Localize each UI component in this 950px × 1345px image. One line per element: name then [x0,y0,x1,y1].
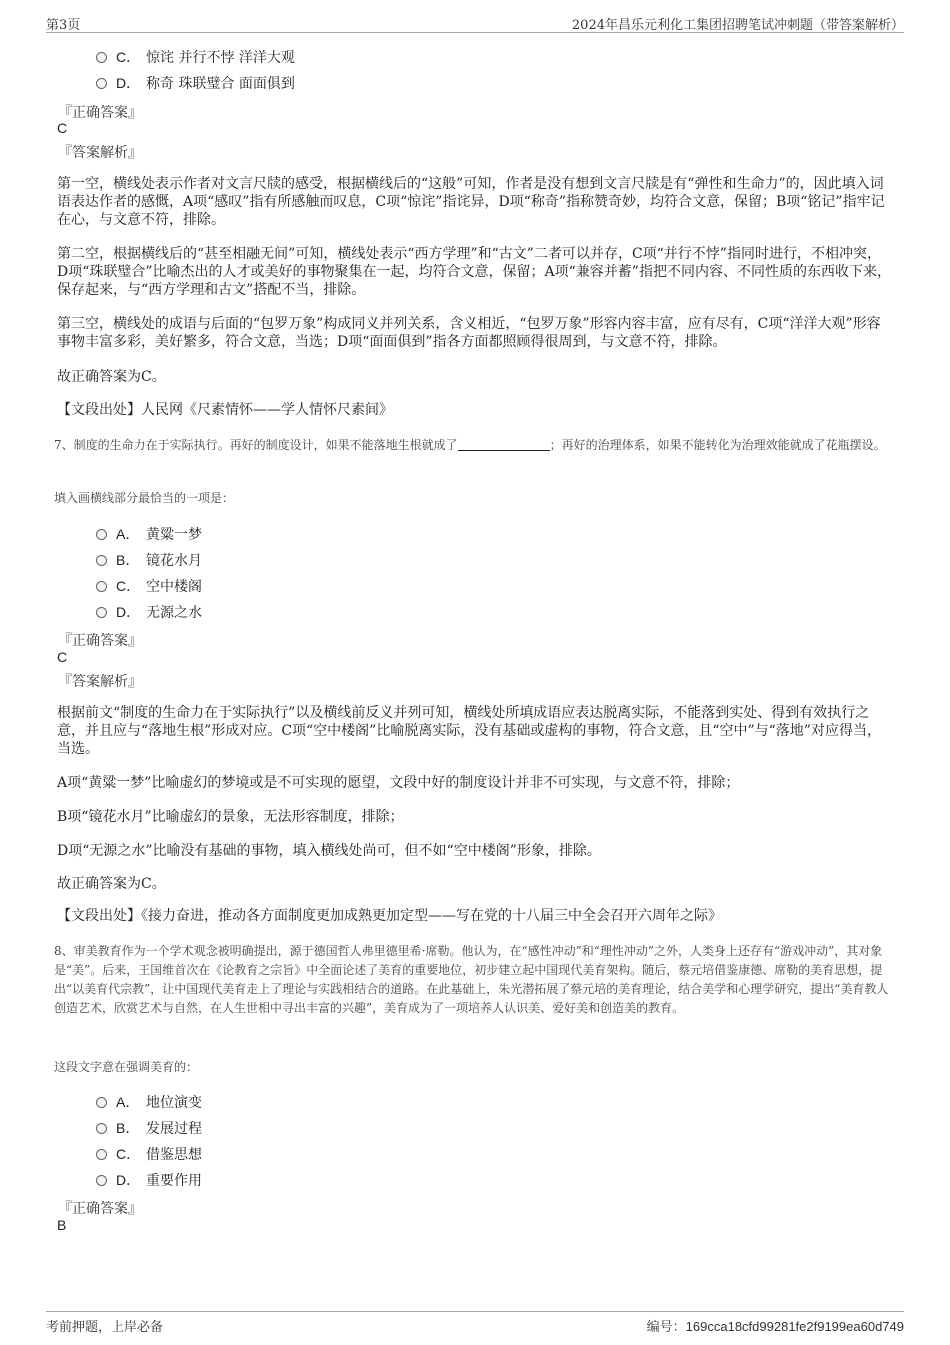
page-footer [46,1311,904,1335]
radio-icon[interactable] [96,581,107,592]
q7-analysis-paragraph: D项“无源之水”比喻没有基础的事物，填入横线处尚可，但不如“空中楼阁”形象，排除。 [57,843,601,859]
q7-answer-label: 『正确答案』 [58,633,142,649]
footer-slogan: 考前押题，上岸必备 [46,1320,164,1335]
q7-option-b[interactable]: B． 镜花水月 [96,550,202,570]
q6-answer-label: 『正确答案』 [58,105,142,121]
q6-option-c[interactable]: C． 惊诧 并行不悖 洋洋大观 [96,47,295,67]
q6-analysis-paragraph: 第一空，横线处表示作者对文言尺牍的感受，根据横线后的“这般”可知，作者是没有想到文言尺牍是有“弹性和生命力”的，因此填入词语表达作者的感慨，A项“感叹”指有所感触而叹息，C项“惊诧”指诧异，D项“称奇”指称赞奇妙，均符合文意，保留；B项“铭记”指牢记在心，与文意不符，排除。 [57,176,885,228]
q7-stem: 7、制度的生命力在于实际执行。再好的制度设计，如果不能落地生根就成了 ；再好的治理体系，如果不能转化为治理效能就成了花瓶摆设。 [54,438,886,452]
q7-source: 【文段出处】《接力奋进，推动各方面制度更加成熟更加定型——写在党的十八届三中全会召开六周年之际》 [57,908,722,924]
q7-analysis-paragraph: 根据前文“制度的生命力在于实际执行”以及横线前反义并列可知，横线处所填成语应表达脱离实际，不能落到实处、得到有效执行之意，并且应与“落地生根”形成对应。C项“空中楼阁”比喻脱离实际，没有基础或虚构的事物，符合文意，且“空中”与“落地”对应得当，当选。 [57,705,881,757]
q8-option-a[interactable]: A． 地位演变 [96,1092,202,1112]
q7-option-d[interactable]: D． 无源之水 [96,602,202,622]
q8-answer-label: 『正确答案』 [58,1201,142,1217]
q6-analysis-paragraph: 第二空，根据横线后的“甚至相融无间”可知，横线处表示“西方学理”和“古文”二者可以并存，C项“并行不悖”指同时进行，不相冲突，D项“珠联璧合”比喻杰出的人才或美好的事物聚集在一起，均符合文意，保留；A项“兼容并蓄”指把不同内容、不同性质的东西收下来，保存起来，与“西方学理和古文”搭配不当，排除。 [57,246,891,298]
page-header [46,14,904,33]
q8-option-d[interactable]: D． 重要作用 [96,1170,202,1190]
q7-answer: C [57,649,68,665]
radio-icon[interactable] [96,607,107,618]
radio-icon[interactable] [96,1175,107,1186]
radio-icon[interactable] [96,52,107,63]
q8-answer: B [57,1217,67,1233]
radio-icon[interactable] [96,555,107,566]
q6-analysis-label: 『答案解析』 [58,145,142,161]
radio-icon[interactable] [96,1097,107,1108]
q6-analysis-paragraph: 第三空，横线处的成语与后面的“包罗万象”构成同义并列关系，含义相近，“包罗万象”形容内容丰富，应有尽有，C项“洋洋大观”形容事物丰富多彩，美好繁多，符合文意，当选；D项“面面俱到”指各方面都照顾得很周到，与文意不符，排除。 [57,316,881,350]
q6-source: 【文段出处】人民网《尺素情怀——学人情怀尺素间》 [57,402,393,418]
q7-analysis-paragraph: A项“黄粱一梦”比喻虚幻的梦境或是不可实现的愿望，文段中好的制度设计并非不可实现，与文意不符，排除； [57,775,740,791]
q7-prompt: 填入画横线部分最恰当的一项是： [54,491,235,505]
radio-icon[interactable] [96,1123,107,1134]
document-code: 编号：169cca18cfd99281fe2f9199ea60d749 [646,1319,904,1334]
page-number: 第3页 [46,18,81,33]
q7-analysis-paragraph: B项“镜花水月”比喻虚幻的景象，无法形容制度，排除； [57,809,404,825]
q8-stem: 8、审美教育作为一个学术观念被明确提出，源于德国哲人弗里德里希·席勒。他认为，在“感性冲动”和“理性冲动”之外，人类身上还存有“游戏冲动”，其对象是“美”。后来，王国维首次在《论教育之宗旨》中全面论述了美育的重要地位，初步建立起中国现代美育架构。随后，蔡元培借鉴康德、席勒的美育思想，提出“以美育代宗教”，让中国现代美育走上了理论与实践相结合的道路。在此基础上，朱光潜拓展了蔡元培的美育理论，结合美学和心理学研究，提出“美育教人创造艺术，欣赏艺术与自然，在人生世相中寻出丰富的兴趣”，美育成为了一项培养人认识美、爱好美和创造美的教育。 [54,944,889,1015]
q8-option-c[interactable]: C． 借鉴思想 [96,1144,202,1164]
q7-option-c[interactable]: C． 空中楼阁 [96,576,202,596]
q8-option-b[interactable]: B． 发展过程 [96,1118,202,1138]
q6-conclusion: 故正确答案为C。 [57,369,166,385]
q8-prompt: 这段文字意在强调美育的： [54,1060,199,1074]
radio-icon[interactable] [96,78,107,89]
q7-analysis-label: 『答案解析』 [58,674,142,690]
q7-conclusion: 故正确答案为C。 [57,876,166,892]
document-title: 2024年昌乐元利化工集团招聘笔试冲刺题（带答案解析） [571,18,904,33]
q6-answer: C [57,120,68,136]
q6-option-d[interactable]: D． 称奇 珠联璧合 面面俱到 [96,73,295,93]
radio-icon[interactable] [96,529,107,540]
q7-option-a[interactable]: A． 黄粱一梦 [96,524,202,544]
fill-blank [458,438,550,451]
radio-icon[interactable] [96,1149,107,1160]
